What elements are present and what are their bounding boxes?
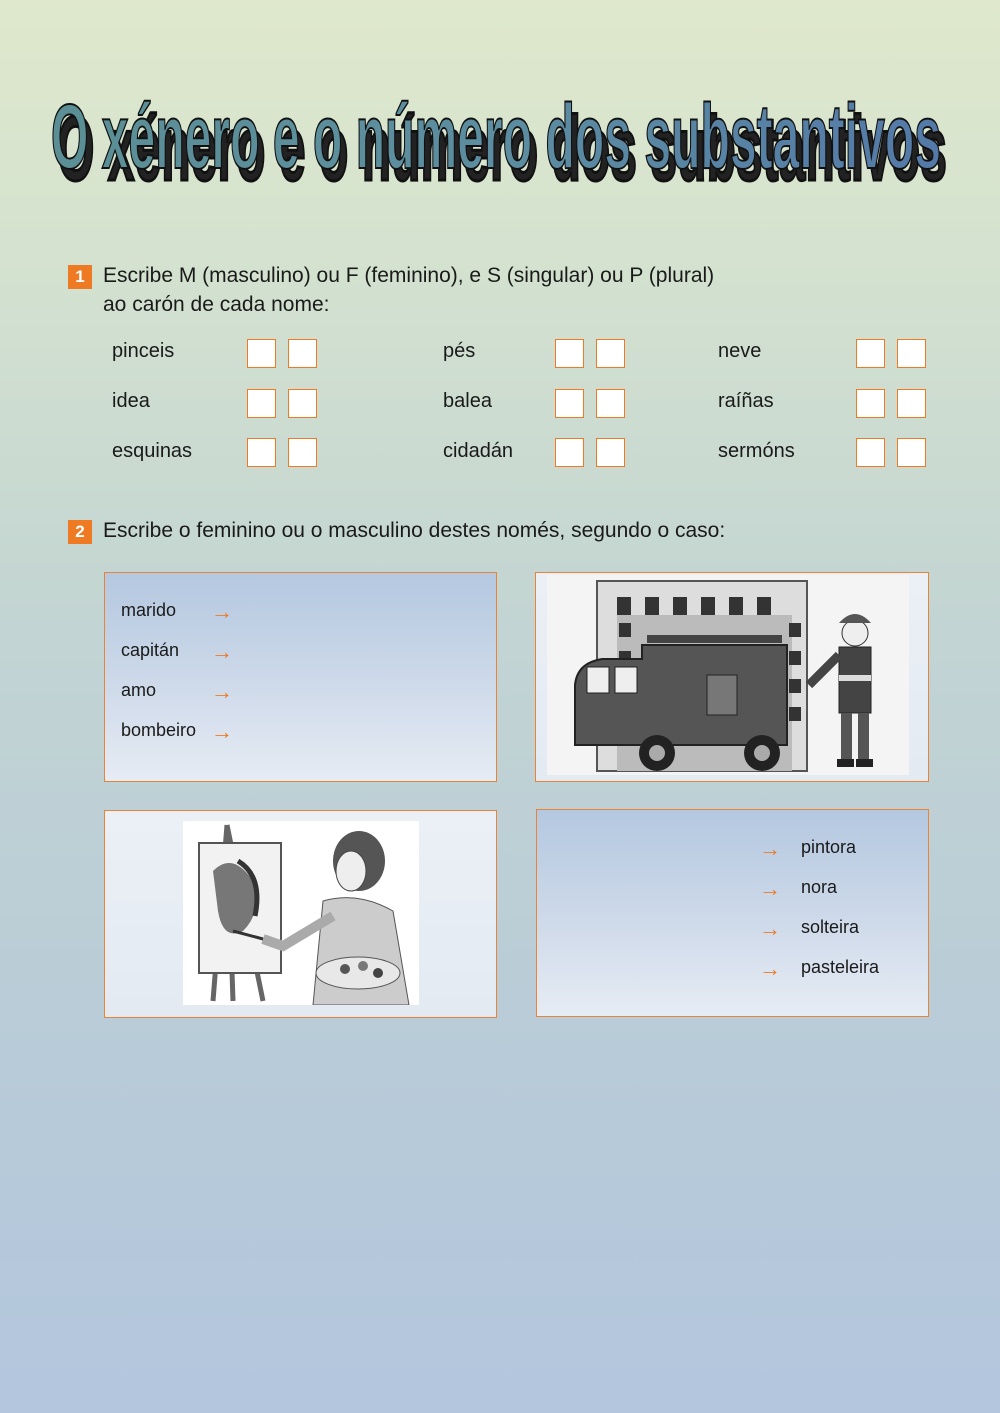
list-item: capitán — [121, 640, 180, 660]
firefighter-image-panel — [535, 572, 929, 782]
exercise-1-instruction-1: Escribe M (masculino) ou F (feminino), e S (singular) ou P (plural) — [103, 264, 715, 287]
title-text: O xénero e o número dos substantivos — [51, 86, 941, 188]
gender-box[interactable] — [555, 339, 584, 368]
gender-box[interactable] — [856, 339, 885, 368]
list-item: pasteleira — [801, 957, 880, 977]
exercise-1-number: 1 — [68, 265, 92, 289]
gender-box[interactable] — [247, 389, 276, 418]
arrow-icon: → — [211, 679, 233, 704]
number-box[interactable] — [897, 389, 926, 418]
exercise-2-instruction: Escribe o feminino ou o masculino destes només, segundo o caso: — [103, 519, 726, 542]
arrow-icon: → — [759, 916, 781, 941]
number-box[interactable] — [596, 389, 625, 418]
gender-box[interactable] — [856, 389, 885, 418]
arrow-icon: → — [211, 719, 233, 744]
number-box[interactable] — [596, 339, 625, 368]
arrow-icon: → — [211, 599, 233, 624]
exercise-2-number: 2 — [68, 520, 92, 544]
arrow-icon: → — [759, 876, 781, 901]
word-label: neve — [718, 340, 762, 362]
number-box[interactable] — [288, 339, 317, 368]
number-box[interactable] — [897, 339, 926, 368]
arrow-icon: → — [211, 639, 233, 664]
word-label: esquinas — [112, 440, 193, 462]
list-item: pintora — [801, 837, 857, 857]
gender-box[interactable] — [555, 389, 584, 418]
gender-box[interactable] — [856, 438, 885, 467]
word-label: pés — [443, 340, 476, 362]
painter-illustration — [183, 821, 419, 1005]
number-box[interactable] — [288, 389, 317, 418]
list-item: bombeiro — [121, 720, 197, 740]
gender-box[interactable] — [555, 438, 584, 467]
list-item: nora — [801, 877, 838, 897]
word-label: idea — [112, 390, 150, 412]
word-label: cidadán — [443, 440, 514, 462]
masculine-words-panel — [104, 572, 497, 782]
list-item: marido — [121, 600, 177, 620]
feminine-words-panel — [536, 809, 929, 1017]
gender-box[interactable] — [247, 339, 276, 368]
exercise-1-instruction-2: ao carón de cada nome: — [103, 293, 330, 316]
title-shadow: O xénero e o número dos substantivos — [57, 98, 947, 200]
word-label: raíñas — [718, 390, 774, 412]
list-item: solteira — [801, 917, 860, 937]
number-box[interactable] — [596, 438, 625, 467]
gender-box[interactable] — [247, 438, 276, 467]
word-label: balea — [443, 390, 492, 412]
firefighter-illustration — [547, 575, 909, 775]
word-label: pinceis — [112, 340, 175, 362]
arrow-icon: → — [759, 836, 781, 861]
arrow-icon: → — [759, 956, 781, 981]
number-box[interactable] — [288, 438, 317, 467]
word-label: sermóns — [718, 440, 795, 462]
worksheet-title — [0, 40, 1000, 200]
number-box[interactable] — [897, 438, 926, 467]
list-item: amo — [121, 680, 157, 700]
painter-image-panel — [104, 810, 497, 1018]
